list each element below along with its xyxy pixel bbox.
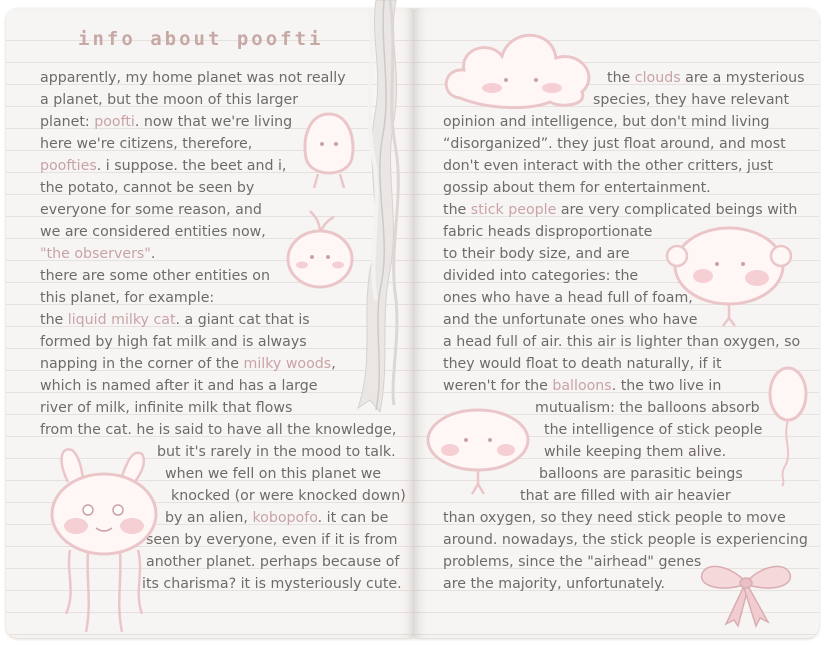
- line-text: species, they have relevant: [593, 92, 790, 108]
- text-line: [40, 179, 254, 197]
- line-text: mutualism: the balloons absorb: [535, 400, 760, 416]
- line-text: a planet, but the moon of this larger: [40, 92, 299, 108]
- highlighted-term: "the observers": [40, 246, 151, 262]
- text-line: [40, 289, 214, 307]
- line-text: to their body size, and are: [443, 246, 630, 262]
- text-line: [443, 575, 665, 593]
- text-line: [142, 575, 402, 593]
- line-text: ,: [331, 356, 336, 372]
- highlighted-term: liquid milky cat: [67, 312, 176, 328]
- line-text: don't even interact with the other critters, just: [443, 158, 773, 174]
- beet-doodle-image: [280, 203, 360, 298]
- text-line: [40, 69, 346, 87]
- line-text: planet:: [40, 114, 95, 130]
- line-text: apparently, my home planet was not really: [40, 70, 346, 86]
- text-line: [544, 443, 726, 461]
- line-text: problems, since the "airhead" genes: [443, 554, 702, 570]
- line-text: are a mysterious: [680, 70, 805, 86]
- text-line: [40, 157, 286, 175]
- line-text: here we're citizens, therefore,: [40, 136, 253, 152]
- line-text: than oxygen, so they need stick people to move: [443, 510, 786, 526]
- line-text: the intelligence of stick people: [544, 422, 763, 438]
- line-text: . the two live in: [611, 378, 722, 394]
- text-line: [165, 465, 381, 483]
- ribbon-bow-image: [698, 552, 794, 628]
- line-text: but it's rarely in the mood to talk.: [157, 444, 396, 460]
- highlighted-term: poofti: [94, 114, 135, 130]
- line-text: another planet. perhaps because of: [146, 554, 400, 570]
- line-text: are the majority, unfortunately.: [443, 576, 665, 592]
- line-text: formed by high fat milk and is always: [40, 334, 307, 350]
- line-text: a head full of air. this air is lighter than oxygen, so: [443, 334, 801, 350]
- line-text: river of milk, infinite milk that flows: [40, 400, 293, 416]
- line-text: that are filled with air heavier: [520, 488, 731, 504]
- text-line: [157, 443, 396, 461]
- text-line: [535, 399, 760, 417]
- line-text: . a giant cat that is: [175, 312, 310, 328]
- text-line: [146, 553, 399, 571]
- text-line: [443, 289, 693, 307]
- line-text: its charisma? it is mysteriously cute.: [142, 576, 402, 592]
- text-line: [607, 69, 805, 87]
- highlighted-term: milky woods: [243, 356, 332, 372]
- text-line: [443, 553, 701, 571]
- text-line: [40, 311, 310, 329]
- line-text: this planet, for example:: [40, 290, 215, 306]
- line-text: seen by everyone, even if it is from: [146, 532, 398, 548]
- highlighted-term: kobopofo: [252, 510, 318, 526]
- line-text: “disorganized”. they just float around, and most: [443, 136, 786, 152]
- text-line: [443, 179, 711, 197]
- text-line: [165, 509, 388, 527]
- text-line: [443, 113, 769, 131]
- text-line: [443, 377, 721, 395]
- line-text: weren't for the: [443, 378, 553, 394]
- highlighted-term: poofties: [40, 158, 97, 174]
- text-line: [40, 135, 252, 153]
- line-text: fabric heads disproportionate: [443, 224, 653, 240]
- line-text: gossip about them for entertainment.: [443, 180, 711, 196]
- line-text: while keeping them alive.: [544, 444, 727, 460]
- line-text: . now that we're living: [134, 114, 293, 130]
- text-line: [544, 421, 762, 439]
- line-text: balloons are parasitic beings: [539, 466, 743, 482]
- text-line: [443, 135, 786, 153]
- potato-doodle-image: [296, 108, 362, 193]
- balloon-doodle-image: [762, 362, 812, 487]
- text-line: [539, 465, 743, 483]
- line-text: we are considered entities now,: [40, 224, 266, 240]
- text-line: [171, 487, 406, 505]
- line-text: napping in the corner of the: [40, 356, 244, 372]
- line-text: the potato, cannot be seen by: [40, 180, 255, 196]
- line-text: when we fell on this planet we: [165, 466, 382, 482]
- line-text: opinion and intelligence, but don't mind living: [443, 114, 770, 130]
- text-line: [40, 113, 292, 131]
- text-line: [146, 531, 397, 549]
- page-heading: info about poofti: [78, 28, 324, 50]
- line-text: the: [443, 202, 471, 218]
- line-text: everyone for some reason, and: [40, 202, 262, 218]
- text-line: [40, 399, 292, 417]
- line-text: knocked (or were knocked down): [171, 488, 406, 504]
- text-line: [443, 157, 773, 175]
- line-text: around. nowadays, the stick people is experiencing: [443, 532, 808, 548]
- line-text: divided into categories: the: [443, 268, 639, 284]
- stick-person-doodle-image: [665, 222, 795, 327]
- text-line: [40, 267, 270, 285]
- line-text: from the cat. he is said to have all the knowledge,: [40, 422, 397, 438]
- line-text: the: [40, 312, 68, 328]
- text-line: [443, 311, 697, 329]
- text-line: [443, 333, 800, 351]
- line-text: . i suppose. the beet and i,: [96, 158, 287, 174]
- text-line: [40, 333, 307, 351]
- line-text: ones who have a head full of foam,: [443, 290, 693, 306]
- highlighted-term: balloons: [552, 378, 612, 394]
- text-line: [443, 355, 722, 373]
- line-text: and the unfortunate ones who have: [443, 312, 698, 328]
- stick-person-airhead-doodle-image: [422, 404, 534, 496]
- text-line: [40, 223, 266, 241]
- text-line: [443, 531, 808, 549]
- text-line: [40, 377, 317, 395]
- line-text: are very complicated beings with: [556, 202, 798, 218]
- line-text: there are some other entities on: [40, 268, 270, 284]
- line-text: . it can be: [317, 510, 389, 526]
- highlighted-term: clouds: [634, 70, 681, 86]
- text-line: [40, 421, 396, 439]
- text-line: [40, 201, 262, 219]
- line-text: .: [150, 246, 156, 262]
- text-line: [40, 355, 336, 373]
- kobopofo-alien-doodle-image: [40, 442, 160, 642]
- line-text: which is named after it and has a large: [40, 378, 318, 394]
- text-line: [593, 91, 789, 109]
- text-line: [40, 91, 298, 109]
- line-text: they would float to death naturally, if it: [443, 356, 722, 372]
- text-line: [40, 245, 155, 263]
- text-line: [443, 509, 786, 527]
- text-line: [443, 267, 638, 285]
- line-text: by an alien,: [165, 510, 253, 526]
- highlighted-term: stick people: [470, 202, 557, 218]
- cloud-doodle-image: [440, 18, 600, 113]
- text-line: [443, 245, 630, 263]
- text-line: [443, 223, 652, 241]
- text-line: [443, 201, 797, 219]
- text-line: [520, 487, 731, 505]
- line-text: the: [607, 70, 635, 86]
